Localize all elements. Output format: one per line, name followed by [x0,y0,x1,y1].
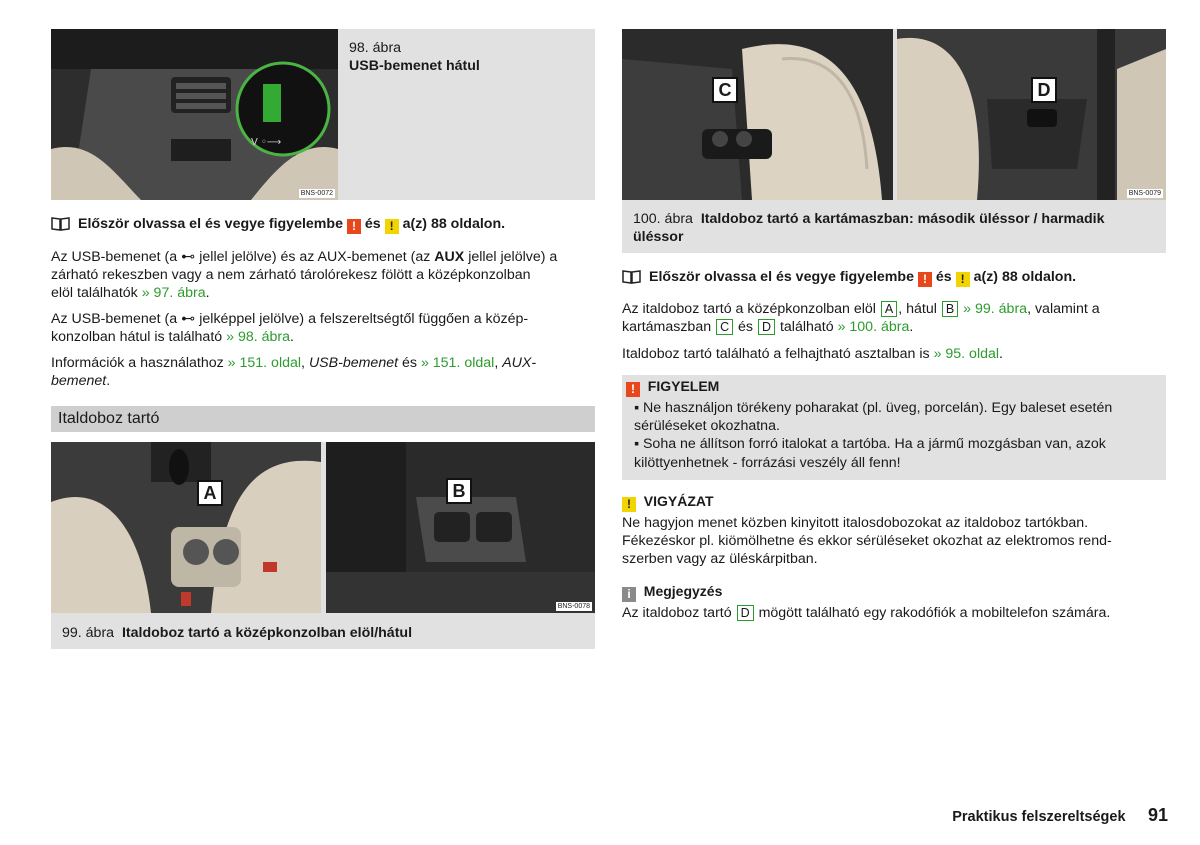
book-icon [51,216,70,231]
page-ref: a(z) 88 oldalon. [402,216,506,232]
figure-caption: 100. ábra Italdoboz tartó a kartámaszban: második üléssor / harmadik üléssor [633,211,1105,246]
fig98-link[interactable]: » 98. ábra [226,329,291,346]
callout-c: C [712,77,738,103]
fig99-link[interactable]: » 99. ábra [963,301,1028,317]
and-text: és [364,216,381,232]
figure-title: USB-bemenet hátul [349,58,480,74]
label-d: D [737,605,754,621]
figure-code: BNS-0079 [1128,190,1161,197]
paragraph-usb-rear: Az USB-bemenet (a ⊷ jelképpel jelölve) a felszereltségtől függően a közép- konzolban hátul is található » 98. ábra. [51,311,529,346]
front-console-illustration [51,442,321,613]
callout-a: A [197,480,223,506]
armrest-third-row-illustration [897,29,1166,200]
armrest-second-row-illustration [622,29,893,200]
caution-icon: ! [385,219,399,234]
figure-title: Italdoboz tartó a kartámaszban: második üléssor / harmadik [700,211,1105,227]
fig100-link[interactable]: » 100. ábra [837,319,910,336]
label-c: C [716,319,733,335]
warning-header: ! FIGYELEM [626,377,719,397]
caution-icon: ! [622,497,636,512]
aux-symbol: AUX [434,249,465,265]
figure-100-photo-third-row [897,29,1166,200]
warning-body: ▪ Ne használjon törékeny poharakat (pl. üveg, porcelán). Egy baleset esetén sérüléseket okozhatna. ▪ Soha ne állítson forró italokat a tartóba. Ha a jármű mozgásban van, azok kilöttyenhetnek - forrázási veszély áll fenn! [634,400,1113,471]
rear-console-illustration [326,442,595,613]
page-number: 91 [1147,805,1168,825]
figure-caption [62,624,412,642]
warning-icon: ! [347,219,361,234]
page-footer [900,805,1168,826]
warning-icon: ! [918,272,932,287]
callout-d: D [1031,77,1057,103]
caution-block [622,492,1167,569]
paragraph-usage-info: Információk a használathoz » 151. oldal, USB-bemenet és » 151. oldal, AUX- bemenet. [51,355,537,390]
svg-text:V ◦⟶: V ◦⟶ [251,137,282,148]
read-first-notice [51,215,505,234]
figure-99-photo-rear [326,442,595,613]
figure-number: 98. ábra [349,40,402,56]
figure-number: 100. ábra [633,211,693,227]
usb-icon: ⊷ [181,311,196,327]
read-first-text: Először olvassa el és vegye figyelembe [78,216,343,232]
label-a: A [881,301,897,317]
figure-code: BNS-0072 [300,190,333,197]
usb-rear-illustration [51,29,338,200]
figure-100-photo-second-row [622,29,893,200]
caution-body: Ne hagyjon menet közben kinyitott italosdobozokat az italdoboz tartókban. Fékezéskor pl. kiömölhetne és ekkor sérüléseket okozhat az elektromos rend- szerben vagy az üléskárpitban. [622,515,1112,568]
section-title: Italdoboz tartó [51,406,595,432]
read-first-notice: Először olvassa el és vegye figyelembe ! és ! a(z) 88 oldalon. [622,268,1076,287]
page151-link[interactable]: » 151. oldal [227,355,302,371]
note-body: Az italdoboz tartó D mögött található egy rakodófiók a mobiltelefon számára. [622,605,1111,621]
fig97-link[interactable]: » 97. ábra [141,285,206,302]
figure-code: BNS-0078 [557,603,590,610]
warning-box [622,375,1166,480]
note-header: i Megjegyzés [622,582,1167,602]
paragraph-holder-locations: Az italdoboz tartó a középkonzolban elöl A , hátul B » 99. ábra, valamint a kartámaszban C és D található » 100. ábra. [622,301,1100,336]
label-d: D [758,319,775,335]
caution-header: ! VIGYÁZAT [622,492,1167,512]
figure-98-photo [51,29,338,200]
page95-link[interactable]: » 95. oldal [933,346,1000,362]
figure-98 [51,29,595,200]
chapter-title: Praktikus felszereltségek [952,809,1126,825]
callout-b: B [446,478,472,504]
label-b: B [942,301,958,317]
caution-icon: ! [956,272,970,287]
figure-99 [51,442,595,649]
figure-100 [622,29,1166,253]
figure-number: 99. ábra [62,625,115,641]
book-icon [622,269,641,284]
figure-title: Italdoboz tartó a középkonzolban elöl/hátul [121,625,413,641]
page151-link-2[interactable]: » 151. oldal [420,355,495,371]
paragraph-usb-aux: Az USB-bemenet (a ⊷ jellel jelölve) és az AUX-bemenet (az AUX jellel jelölve) a zárható rekeszben vagy a nem zárható tárolórekesz fölött a középkonzolban elöl találhatók » 97. ábra. [51,249,558,302]
note-icon: i [622,587,636,602]
paragraph-folding-table: Italdoboz tartó található a felhajtható asztalban is » 95. oldal. [622,346,1003,362]
note-block [622,582,1167,622]
warning-icon: ! [626,382,640,397]
usb-icon: ⊷ [181,249,196,265]
figure-99-photo-front [51,442,321,613]
